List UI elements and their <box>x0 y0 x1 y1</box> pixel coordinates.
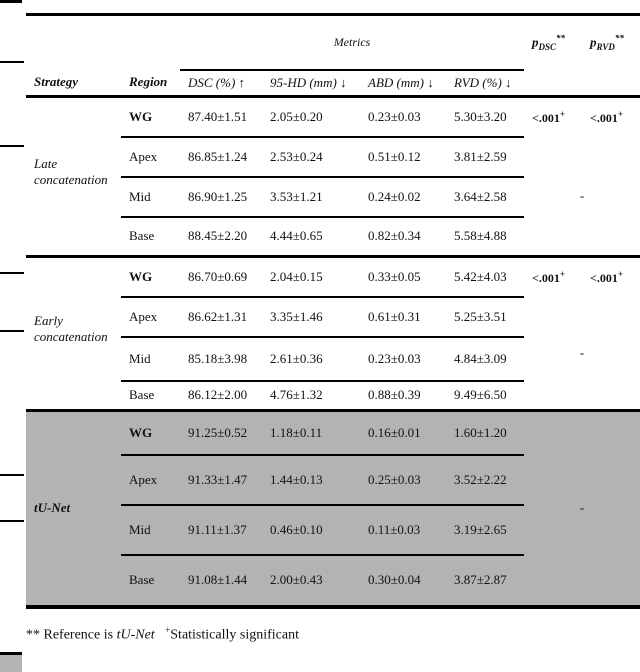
table-row <box>26 257 640 297</box>
p-rvd-cell: <.001+ <box>582 97 640 137</box>
metric-cell: 4.84±3.09 <box>446 337 524 381</box>
metric-cell: 5.30±3.20 <box>446 97 524 137</box>
p-dsc-header: $p_{DSC}^{**}$ <box>524 15 582 70</box>
p-empty-cell: - <box>524 411 640 607</box>
strategy-header: Strategy <box>34 74 79 90</box>
metric-cell: 2.61±0.36 <box>262 337 360 381</box>
metric-cell: 2.53±0.24 <box>262 137 360 177</box>
region-cell: Base <box>121 555 180 607</box>
metric-cell: 86.70±0.69 <box>180 257 262 297</box>
margin-rule <box>0 61 24 63</box>
strategy-cell: Late concatenation <box>26 97 121 257</box>
metric-cell: 86.85±1.24 <box>180 137 262 177</box>
metric-cell: 1.44±0.13 <box>262 455 360 505</box>
metric-cell: 0.51±0.12 <box>360 137 446 177</box>
metric-cell: 2.04±0.15 <box>262 257 360 297</box>
margin-rule <box>0 272 24 274</box>
results-table <box>26 13 640 609</box>
metric-cell: 0.46±0.10 <box>262 505 360 555</box>
metric-cell: 1.18±0.11 <box>262 411 360 455</box>
metric-cell: 0.33±0.05 <box>360 257 446 297</box>
margin-rule <box>0 474 24 476</box>
metric-cell: 91.11±1.37 <box>180 505 262 555</box>
region-cell: Apex <box>121 455 180 505</box>
region-cell: WG <box>121 97 180 137</box>
metric-cell: 3.87±2.87 <box>446 555 524 607</box>
metric-cell: 5.42±4.03 <box>446 257 524 297</box>
metric-cell: 0.25±0.03 <box>360 455 446 505</box>
metric-cell: 0.61±0.31 <box>360 297 446 337</box>
dsc-header: DSC (%) ↑ <box>180 70 262 97</box>
margin-block <box>0 655 22 672</box>
metric-cell: 3.52±2.22 <box>446 455 524 505</box>
metric-cell: 5.58±4.88 <box>446 217 524 257</box>
metric-cell: 3.81±2.59 <box>446 137 524 177</box>
table-row <box>26 411 640 455</box>
metric-cell: 85.18±3.98 <box>180 337 262 381</box>
region-cell: WG <box>121 411 180 455</box>
metric-cell: 3.64±2.58 <box>446 177 524 217</box>
metric-cell: 91.25±0.52 <box>180 411 262 455</box>
metric-cell: 1.60±1.20 <box>446 411 524 455</box>
metric-cell: 2.00±0.43 <box>262 555 360 607</box>
p-empty-cell: - <box>579 187 585 203</box>
metric-cell: 2.05±0.20 <box>262 97 360 137</box>
metric-cell: 3.53±1.21 <box>262 177 360 217</box>
metric-cell: 4.76±1.32 <box>262 381 360 411</box>
metric-cell: 0.16±0.01 <box>360 411 446 455</box>
p-rvd-cell: <.001+ <box>582 257 640 297</box>
footnote: ** Reference is tU-Net +Statistically significant <box>26 625 299 643</box>
region-cell: Base <box>121 217 180 257</box>
margin-rule <box>0 0 22 3</box>
metric-cell: 91.33±1.47 <box>180 455 262 505</box>
region-cell: Mid <box>121 337 180 381</box>
metric-cell: 3.35±1.46 <box>262 297 360 337</box>
metrics-header: Metrics <box>180 15 524 70</box>
metric-cell: 0.23±0.03 <box>360 337 446 381</box>
region-cell: Apex <box>121 297 180 337</box>
metric-cell: 88.45±2.20 <box>180 217 262 257</box>
margin-rule <box>0 145 24 147</box>
metric-cell: 0.82±0.34 <box>360 217 446 257</box>
metric-cell: 4.44±0.65 <box>262 217 360 257</box>
strategy-cell: Early concatenation <box>26 257 121 411</box>
table-row <box>26 97 640 137</box>
metric-cell: 86.12±2.00 <box>180 381 262 411</box>
p-rvd-header: $p_{RVD}^{**}$ <box>582 15 640 70</box>
region-cell: Mid <box>121 505 180 555</box>
metric-cell: 0.11±0.03 <box>360 505 446 555</box>
region-cell: Apex <box>121 137 180 177</box>
region-header: Region <box>129 74 168 90</box>
metric-cell: 86.90±1.25 <box>180 177 262 217</box>
region-cell: Mid <box>121 177 180 217</box>
margin-rule <box>0 330 24 332</box>
metric-cell: 87.40±1.51 <box>180 97 262 137</box>
metric-cell: 0.30±0.04 <box>360 555 446 607</box>
metric-cell: 9.49±6.50 <box>446 381 524 411</box>
metric-cell: 91.08±1.44 <box>180 555 262 607</box>
p-empty-cell: - <box>579 344 585 360</box>
metric-cell: 0.24±0.02 <box>360 177 446 217</box>
metric-cell: 0.88±0.39 <box>360 381 446 411</box>
metric-cell: 3.19±2.65 <box>446 505 524 555</box>
abd-header: ABD (mm) ↓ <box>360 70 446 97</box>
metric-cell: 86.62±1.31 <box>180 297 262 337</box>
rvd-header: RVD (%) ↓ <box>446 70 524 97</box>
metric-cell: 5.25±3.51 <box>446 297 524 337</box>
metric-cell: 0.23±0.03 <box>360 97 446 137</box>
p-dsc-cell: <.001+ <box>524 257 582 297</box>
hd95-header: 95-HD (mm) ↓ <box>262 70 360 97</box>
margin-rule <box>0 520 24 522</box>
region-cell: Base <box>121 381 180 411</box>
region-cell: WG <box>121 257 180 297</box>
p-dsc-cell: <.001+ <box>524 97 582 137</box>
strategy-cell: tU-Net <box>26 411 121 607</box>
